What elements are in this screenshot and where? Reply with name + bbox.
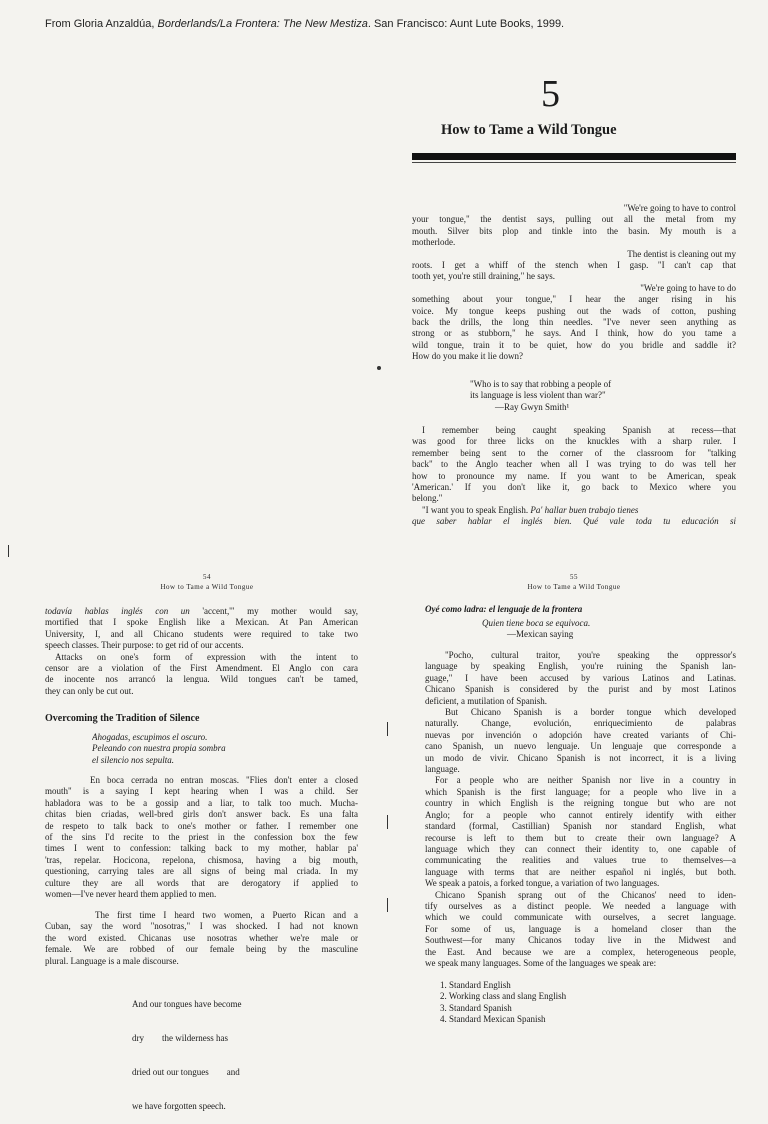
right-p2-last: language. — [425, 764, 460, 775]
poem-line: el silencio nos sepulta. — [92, 754, 174, 765]
right-p3-last: We speak a patois, a forked tongue, a variation of two languages. — [425, 878, 660, 889]
top-p1-first: "We're going to have to control — [623, 203, 736, 213]
left-p1-line: University, I, and all Chicano students were required to take two — [45, 628, 358, 639]
left-poem-1 — [92, 732, 332, 766]
poem-line: dried out our tongues and — [132, 1067, 240, 1078]
left-p2-last: they can only be cut out. — [45, 685, 134, 696]
top-p1-line: your tongue," the dentist says, pulling out all the metal from my — [412, 214, 736, 225]
left-p3-line: culture they are all words that are derogatory if applied to — [45, 877, 358, 888]
right-p2-line: naturally. Change, evolución, enriquecimiento de palabras — [425, 718, 736, 729]
left-p3-line: of the sins I'd recite to the priest in the confession box the few — [45, 832, 358, 843]
gutter-mark — [387, 815, 388, 829]
right-p1-line: Chicano Spanish is considered by the purist and by most Latinos — [425, 684, 736, 695]
right-p3-line: standard (formal, Castillian) Spanish nor standard English, what — [425, 821, 736, 832]
top-p4-line: how to pronounce my name. If you want to be American, speak — [412, 470, 736, 481]
right-p3-line: Anglo; for a people who cannot entirely identify with either — [425, 809, 736, 820]
list-item: 3. Standard Spanish — [440, 1002, 512, 1013]
right-section-heading: Oyé como ladra: el lenguaje de la frontera — [425, 604, 583, 614]
gutter-mark — [387, 898, 388, 912]
top-p2-line: roots. I get a whiff of the stench when I gasp. "I can't cap that — [412, 260, 736, 271]
top-p3-line: something about your tongue," I hear the anger rising in his — [412, 294, 736, 305]
top-p1-line: mouth. Silver bits plop and tinkle into the basin. My mouth is a — [412, 225, 736, 236]
left-p3-line: 'tras, repelar. Hocicona, repelona, chismosa, having a big mouth, — [45, 854, 358, 865]
right-p2-line: cano Spanish, un nuevo lenguaje. Un lenguaje que corresponde a — [425, 741, 736, 752]
poem-line: Ahogadas, escupimos el oscuro. — [92, 732, 208, 742]
left-text-block — [45, 606, 358, 697]
top-p4-line: back" to the Anglo teacher when all I was trying to do was tell her — [412, 459, 736, 470]
left-p3-last: women—I've never heard them applied to men. — [45, 889, 217, 900]
right-p4-first: Chicano Spanish sprang out of the Chicanos' need to iden- — [435, 889, 736, 900]
top-p1-last: motherlode. — [412, 237, 456, 248]
left-p3-line: mouth" is a saying I kept hearing when I was a child. Ser — [45, 786, 358, 797]
right-p4-line: which we could communicate with ourselves, a secret language. — [425, 912, 736, 923]
left-p1-last: speech classes. Their purpose: to get rid of our accents. — [45, 640, 244, 651]
right-p4-line: Southwest—for many Chicanos today live in the Midwest and — [425, 935, 736, 946]
right-p4-last2: we speak many languages. Some of the languages we speak are: — [425, 957, 657, 968]
right-p1-first: "Pocho, cultural traitor, you're speaking the oppressor's — [445, 650, 736, 660]
chapter-rule-thick — [412, 153, 736, 160]
left-p3-line: questioning, carrying tales are all signs of being mal criada. In my — [45, 866, 358, 877]
right-running-head: How to Tame a Wild Tongue — [527, 583, 621, 591]
right-p1-line: guage," I have been accused by various Latinos and Latinas. — [425, 672, 736, 683]
gutter-mark — [387, 722, 388, 736]
list-item: 1. Standard English — [440, 980, 511, 990]
right-p3-line: language which they can connect their identity to, one capable of — [425, 843, 736, 854]
language-list — [440, 980, 640, 1026]
margin-mark — [8, 545, 9, 557]
right-p4-last: the East. And because we are a complex, heterogeneous people, — [425, 946, 736, 957]
right-p4-line: For some of us, language is a homeland closer than the — [425, 923, 736, 934]
left-p4-line: female. We are robbed of our female being by the masculine — [45, 944, 358, 955]
top-p3-line: strong or as stubborn," he says. And I think, how do you tame a — [412, 328, 736, 339]
left-p2-line: de inocente nos arrancó la lengua. Wild tongues can't be tamed, — [45, 674, 358, 685]
left-l1 — [45, 606, 358, 617]
top-p4-last: belong." — [412, 493, 443, 504]
citation-book-title: Borderlands/La Frontera: The New Mestiza — [157, 18, 368, 30]
right-page-number: 55 — [570, 573, 578, 581]
left-p4-last: plural. Language is a male discourse. — [45, 955, 179, 966]
right-p2-line: un modo de vivir. Chicano Spanish is not incorrect, it is a living — [425, 752, 736, 763]
left-text-block-2 — [45, 775, 358, 900]
right-p3-line: communicating the realities and values true to themselves—a — [425, 855, 736, 866]
citation-prefix: From Gloria Anzaldúa, — [45, 18, 158, 30]
left-p4-line: Cuban, say the word "nosotras," I was shocked. I had not known — [45, 921, 358, 932]
right-p3-line: language with terms that are neither español ni inglés, but both. — [425, 866, 736, 877]
poem-line: And our tongues have become — [132, 998, 242, 1009]
chapter-title: How to Tame a Wild Tongue — [441, 122, 617, 138]
left-poem-2 — [132, 976, 332, 1124]
list-item: 2. Working class and slang English — [440, 991, 567, 1002]
top-p4-line: was good for three licks on the knuckles with a sharp ruler. I — [412, 436, 736, 447]
left-p4-line: the word existed. Chicanas use nosotras whether we're male or — [45, 932, 358, 943]
left-l1-rest: 'accent,'" my mother would say, — [189, 606, 358, 616]
top-p5-line2: que saber hablar el inglés bien. Qué vale toda tu educación si — [412, 516, 736, 527]
top-p5-italic: Pa' hallar buen trabajo tienes — [530, 504, 639, 515]
top-p4-line: 'American.' If you don't like it, go back to Mexico where you — [412, 482, 736, 493]
poem-line: Peleando con nuestra propia sombra — [92, 743, 226, 754]
epigraph-line: its language is less violent than war?" — [470, 390, 606, 401]
left-text-block-3 — [45, 910, 358, 967]
right-p3-line: country in which English is the reigning tongue but who are not — [425, 798, 736, 809]
right-epigraph — [482, 618, 682, 641]
left-p4-first: The first time I heard two women, a Puerto Rican and a — [95, 910, 358, 920]
top-p2-last: tooth yet, you're still draining," he says. — [412, 271, 556, 282]
epigraph-line: "Who is to say that robbing a people of — [470, 379, 612, 389]
epigraph-attribution: —Ray Gwyn Smith¹ — [495, 401, 570, 412]
right-p4-line: tify ourselves as a distinct people. We needed a language with — [425, 900, 736, 911]
top-p5-first — [412, 505, 736, 516]
right-p3-first: For a people who are neither Spanish nor live in a country in — [435, 775, 736, 786]
top-text-block — [412, 203, 736, 363]
top-p3-last: How do you make it lie down? — [412, 351, 523, 362]
right-p2-line: nuevas por invención o adopción have created variants of Chi- — [425, 729, 736, 740]
left-p2-first: Attacks on one's form of expression with the intent to — [55, 651, 358, 662]
left-p3-line: times I went to confession: talking back to my mother, hablar pa' — [45, 843, 358, 854]
top-p4-line: remember being sent to the corner of the classroom for "talking — [412, 447, 736, 458]
right-p1-last: deficient, a mutilation of Spanish. — [425, 695, 547, 706]
right-p2-first: But Chicano Spanish is a border tongue which developed — [445, 707, 736, 718]
right-p3-line: recourse is left to them but to create their own language? A — [425, 832, 736, 843]
stray-dot — [377, 366, 381, 370]
top-p4-line: I remember being caught speaking Spanish at recess—that — [422, 425, 736, 435]
top-p5-roman: "I want you to speak English. — [422, 504, 531, 515]
top-p2-first: The dentist is cleaning out my — [627, 248, 736, 259]
left-page-number: 54 — [203, 573, 211, 581]
left-p1-line: mortified that I spoke English like a Mexican. At Pan American — [45, 617, 358, 628]
right-epigraph-line: Quien tiene boca se equivoca. — [482, 618, 591, 628]
left-p3-line: de respeto to talk back to one's mother or father. I remember one — [45, 820, 358, 831]
left-p3-first: En boca cerrada no entran moscas. "Flies don't enter a closed — [90, 775, 358, 785]
left-p3-line: chitas bien criadas, well-bred girls don't answer back. Es una falta — [45, 809, 358, 820]
top-epigraph — [470, 379, 710, 413]
top-p3-line: wild tongue, train it to be quiet, how do you bridle and saddle it? — [412, 339, 736, 350]
left-p3-line: habladora was to be a gossip and a liar, to talk too much. Mucha- — [45, 797, 358, 808]
poem-line: dry the wilderness has — [132, 1033, 228, 1044]
right-epigraph-attribution: —Mexican saying — [507, 629, 574, 640]
top-text-block-2 — [412, 425, 736, 528]
section-heading-silence: Overcoming the Tradition of Silence — [45, 713, 200, 724]
left-running-head: How to Tame a Wild Tongue — [160, 583, 254, 591]
top-p3-line: voice. My tongue keeps pushing out the wads of cotton, pushing — [412, 305, 736, 316]
right-p3-line: which Spanish is the first language; for a people who live in a — [425, 786, 736, 797]
top-p3-first: "We're going to have to do — [640, 282, 736, 293]
right-p1-line: language by speaking English, you're ruining the Spanish lan- — [425, 661, 736, 672]
right-text-block — [425, 650, 736, 969]
top-p3-line: back the drills, the long thin needles. "I've never seen anything as — [412, 317, 736, 328]
list-item: 4. Standard Mexican Spanish — [440, 1014, 546, 1025]
citation-line — [45, 18, 564, 30]
chapter-rule-thin — [412, 162, 736, 163]
citation-suffix: . San Francisco: Aunt Lute Books, 1999. — [367, 18, 565, 30]
left-l1-italic: todavía hablas inglés con un — [45, 606, 190, 616]
chapter-number: 5 — [541, 73, 560, 115]
poem-line: we have forgotten speech. — [132, 1101, 226, 1112]
left-p2-line: censor are a violation of the First Amendment. El Anglo con cara — [45, 663, 358, 674]
